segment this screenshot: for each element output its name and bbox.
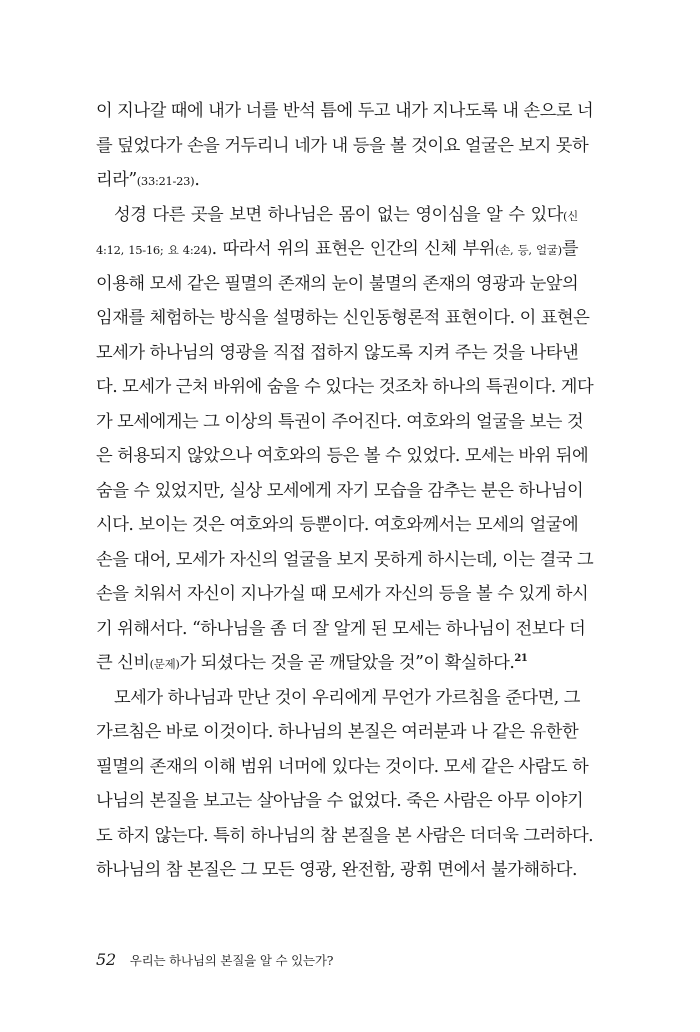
text-line: 가 모세에게는 그 이상의 특권이 주어진다. 여호와의 얼굴을 보는 것 xyxy=(96,411,584,432)
text-line: 하나님의 참 본질은 그 모든 영광, 완전함, 광휘 면에서 불가해하다. xyxy=(96,860,577,880)
text-line: 리라”(33:21-23). xyxy=(96,170,200,190)
page-footer xyxy=(96,950,333,969)
text-line: 가르침은 바로 이것이다. 하나님의 본질은 여러분과 나 같은 유한한 xyxy=(96,722,579,742)
text-line: 성경 다른 곳을 보면 하나님은 몸이 없는 영이심을 알 수 있다(신 xyxy=(114,204,578,225)
text-line: 나님의 본질을 보고는 살아남을 수 없었다. 죽은 사람은 아무 이야기 xyxy=(96,791,584,811)
text-line: 도 하지 않는다. 특히 하나님의 참 본질을 본 사람은 더더욱 그러하다. xyxy=(96,825,594,846)
text-line: 이 지나갈 때에 내가 너를 반석 틈에 두고 내가 지나도록 내 손으로 너 xyxy=(96,101,594,121)
text-line: 손을 치워서 자신이 지나가실 때 모세가 자신의 등을 볼 수 있게 하시 xyxy=(96,584,589,604)
text-line: 은 허용되지 않았으나 여호와의 등은 볼 수 있었다. 모세는 바위 뒤에 xyxy=(96,446,589,466)
text-line: 모세가 하나님의 영광을 직접 접하지 않도록 지켜 주는 것을 나타낸 xyxy=(96,342,579,363)
body-text xyxy=(96,94,594,888)
text-line: 임재를 체험하는 방식을 설명하는 신인동형론적 표현이다. 이 표현은 xyxy=(96,308,590,328)
running-title: 우리는 하나님의 본질을 알 수 있는가? xyxy=(129,953,334,968)
page-number: 52 xyxy=(96,950,116,969)
text-line: 다. 모세가 근처 바위에 숨을 수 있다는 것조차 하나의 특권이다. 게다 xyxy=(96,377,594,397)
text-line: 4:12, 15-16; 요 4:24). 따라서 위의 표현은 인간의 신체 부위(손, 등, 얼굴)를 xyxy=(96,239,579,259)
text-line: 필멸의 존재의 이해 범위 너머에 있다는 것이다. 모세 같은 사람도 하 xyxy=(96,756,589,777)
text-line: 시다. 보이는 것은 여호와의 등뿐이다. 여호와께서는 모세의 얼굴에 xyxy=(96,515,579,535)
text-line: 이용해 모세 같은 필멸의 존재의 눈이 불멸의 존재의 영광과 눈앞의 xyxy=(96,273,579,294)
text-line: 모세가 하나님과 만난 것이 우리에게 무언가 가르침을 준다면, 그 xyxy=(114,687,580,708)
text-line: 숨을 수 있었지만, 실상 모세에게 자기 모습을 감추는 분은 하나님이 xyxy=(96,480,584,501)
text-line: 큰 신비(문제)가 되셨다는 것을 곧 깨달았을 것”이 확실하다.$^{21}$ xyxy=(96,653,528,673)
text-line: 를 덮었다가 손을 거두리니 네가 내 등을 볼 것이요 얼굴은 보지 못하 xyxy=(96,135,589,156)
text-line: 손을 대어, 모세가 자신의 얼굴을 보지 못하게 하시는데, 이는 결국 그 xyxy=(96,549,594,570)
text-line: 기 위해서다. “하나님을 좀 더 잘 알게 된 모세는 하나님이 전보다 더 xyxy=(96,618,586,639)
